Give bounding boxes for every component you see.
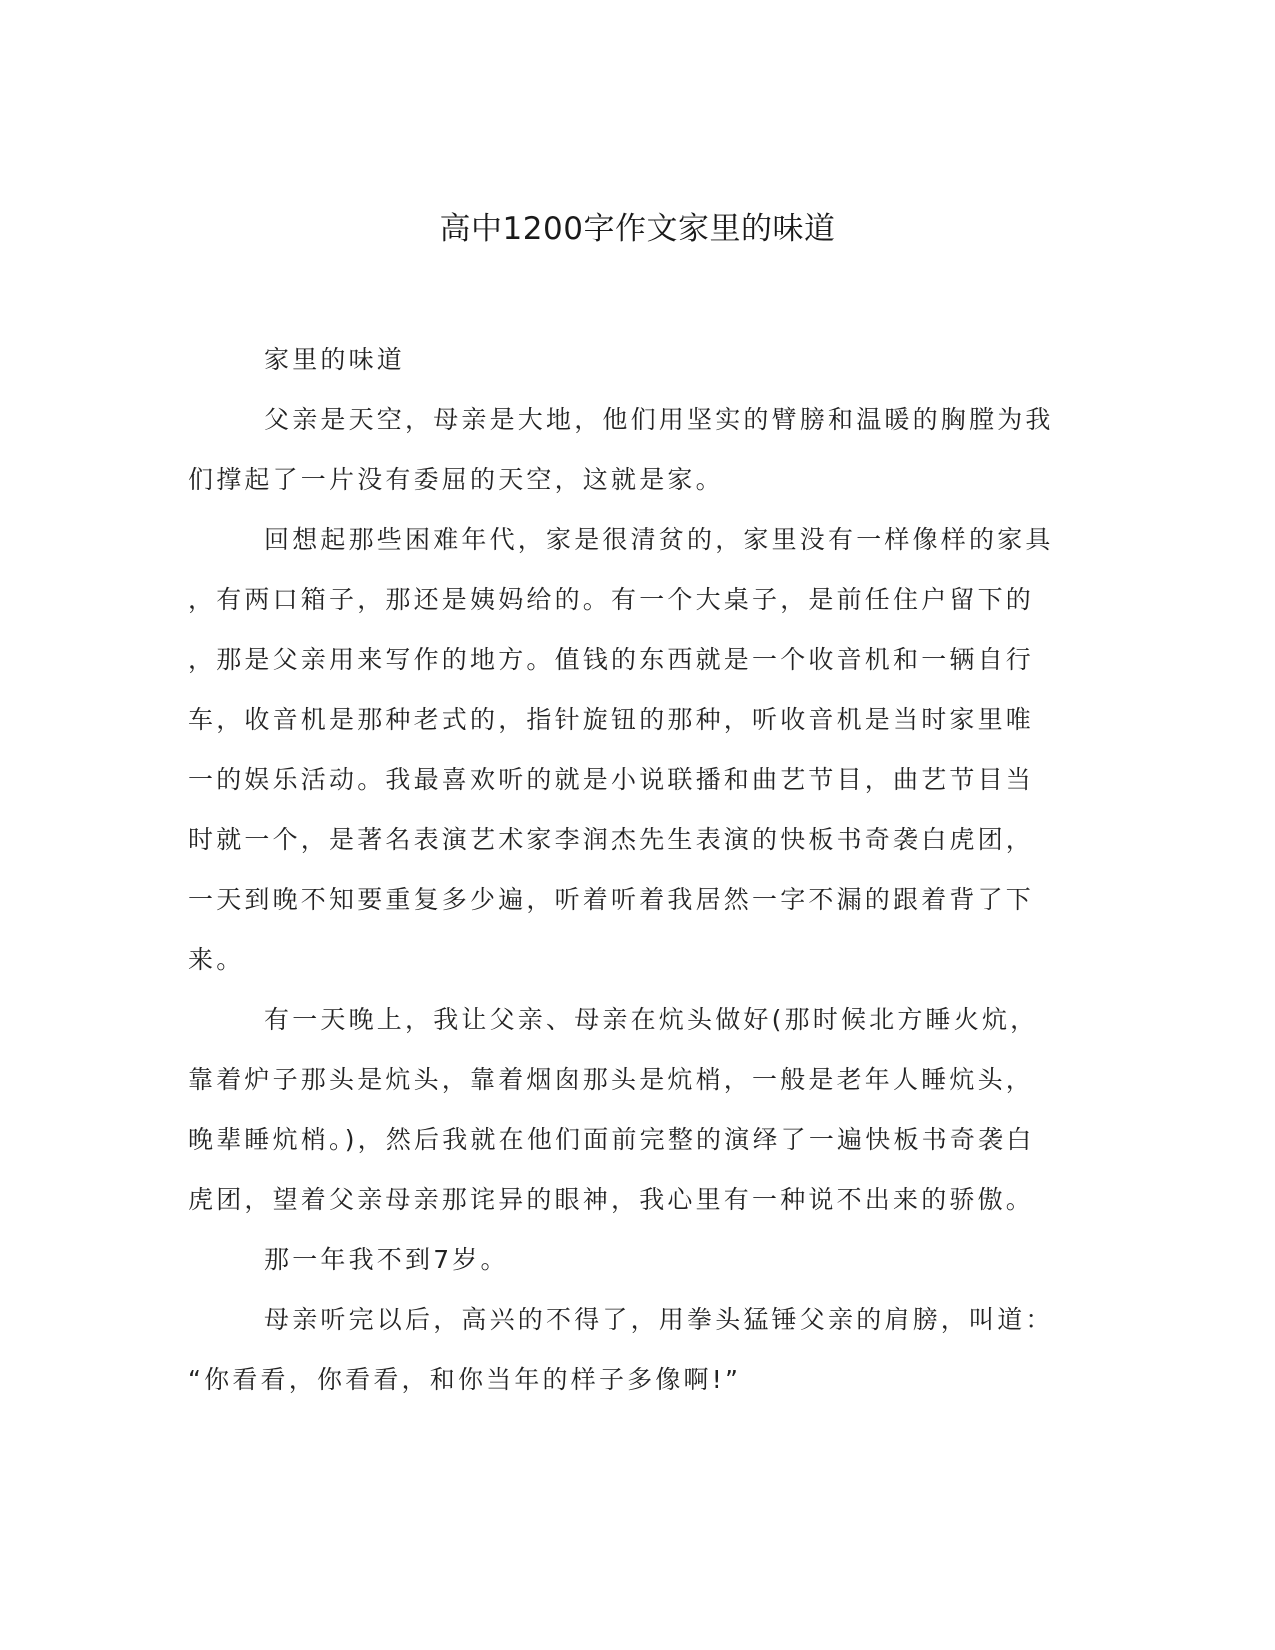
document-body (188, 330, 1068, 1410)
text-line: 那一年我不到7岁。 (264, 1245, 509, 1274)
text-line: 一天到晚不知要重复多少遍，听着听着我居然一字不漏的跟着背了下 (188, 885, 1035, 914)
text-line: 一的娱乐活动。我最喜欢听的就是小说联播和曲艺节目，曲艺节目当 (188, 765, 1035, 794)
paragraph (188, 1290, 1068, 1410)
paragraph (188, 990, 1068, 1230)
paragraph (188, 390, 1068, 510)
text-line: 时就一个，是著名表演艺术家李润杰先生表演的快板书奇袭白虎团， (188, 825, 1035, 854)
paragraph-heading (188, 330, 1068, 390)
text-line: 家里的味道 (264, 345, 406, 374)
paragraph (188, 510, 1068, 990)
text-line: 车，收音机是那种老式的，指针旋钮的那种，听收音机是当时家里唯 (188, 705, 1035, 734)
text-line: “你看看，你看看，和你当年的样子多像啊!” (188, 1365, 742, 1394)
text-line: 母亲听完以后，高兴的不得了，用拳头猛锤父亲的肩膀，叫道： (264, 1305, 1054, 1334)
text-line: 晚辈睡炕梢。)，然后我就在他们面前完整的演绎了一遍快板书奇袭白 (188, 1125, 1035, 1154)
text-line: 父亲是天空，母亲是大地，他们用坚实的臂膀和温暖的胸膛为我 (264, 405, 1054, 434)
text-line: ，有两口箱子，那还是姨妈给的。有一个大桌子，是前任住户留下的 (188, 585, 1035, 614)
text-line: 虎团，望着父亲母亲那诧异的眼神，我心里有一种说不出来的骄傲。 (188, 1185, 1035, 1214)
paragraph (188, 1230, 1068, 1290)
text-line: 靠着炉子那头是炕头，靠着烟囱那头是炕梢，一般是老年人睡炕头， (188, 1065, 1035, 1094)
text-line: 有一天晚上，我让父亲、母亲在炕头做好(那时候北方睡火炕， (264, 1005, 1039, 1034)
text-line: 们撑起了一片没有委屈的天空，这就是家。 (188, 465, 724, 494)
text-line: ，那是父亲用来写作的地方。值钱的东西就是一个收音机和一辆自行 (188, 645, 1035, 674)
document-title: 高中1200字作文家里的味道 (439, 211, 836, 247)
text-line: 回想起那些困难年代，家是很清贫的，家里没有一样像样的家具 (264, 525, 1054, 554)
text-line: 来。 (188, 945, 245, 974)
